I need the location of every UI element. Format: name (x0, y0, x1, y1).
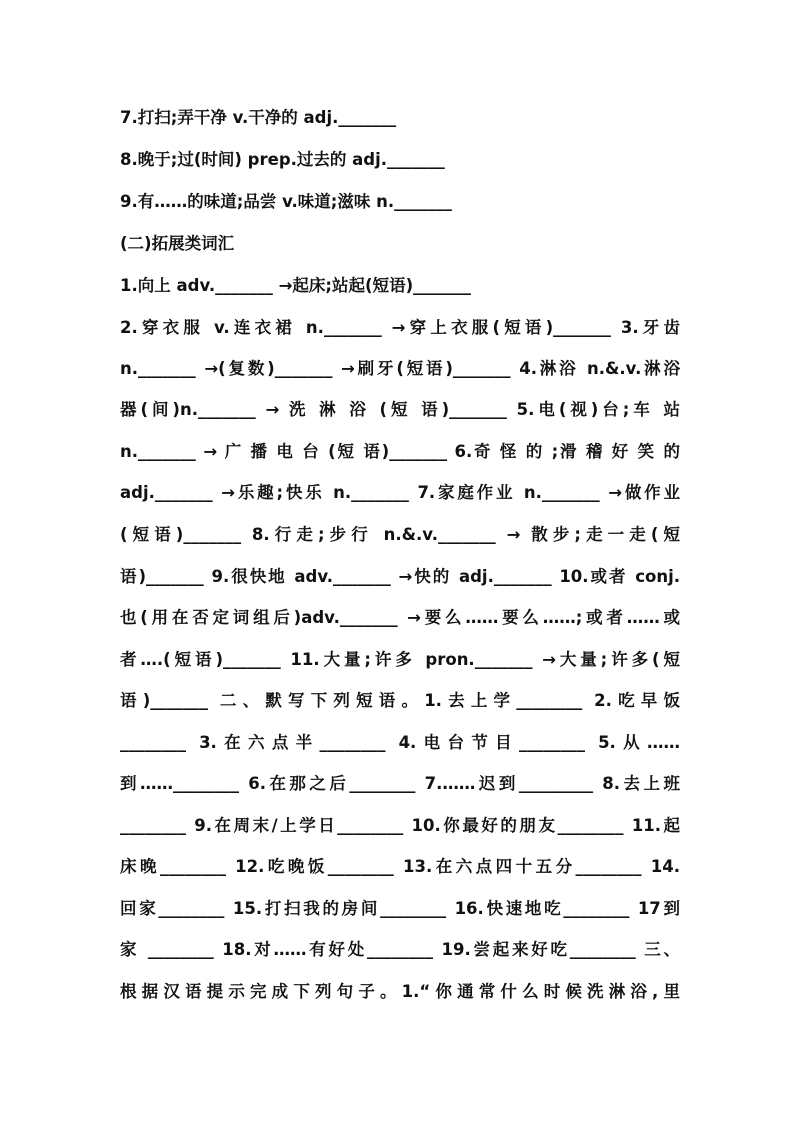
line-19: 床晚________ 12.吃晚饭________ 13.在六点四十五分________ 14. (120, 857, 680, 876)
line-22: 根据汉语提示完成下列句子。1.“你通常什么时候洗淋浴,里 (120, 982, 680, 1001)
line-21: 家 ________ 18.对……有好处________ 19.尝起来好吃________ 三、 (120, 940, 680, 959)
line-15: 语)_______ 二、默写下列短语。1.去上学________ 2.吃早饭 (120, 691, 680, 710)
line-2: 8.晚于;过(时间) prep.过去的 adj._______ (120, 150, 445, 169)
line-9: n._______ → 广 播 电 台 (短 语)_______ 6.奇 怪 的 ;滑 稽 好 笑 的 (120, 442, 680, 461)
line-13: 也(用在否定词组后)adv._______ →要么……要么……;或者……或 (120, 608, 680, 627)
line-7: n._______ →(复数)_______ →刷牙(短语)_______ 4.淋浴 n.&.v.淋浴 (120, 359, 680, 378)
line-5: 1.向上 adv._______ →起床;站起(短语)_______ (120, 276, 471, 295)
line-16: ________ 3.在六点半________ 4.电台节目________ 5.从…… (120, 733, 680, 752)
section-heading: (二)拓展类词汇 (120, 234, 235, 253)
line-10: adj._______ →乐趣;快乐 n._______ 7.家庭作业 n._______ →做作业 (120, 483, 680, 502)
line-11: (短语)_______ 8.行走;步行 n.&.v._______ → 散步;走一走(短 (120, 525, 680, 544)
line-18: ________ 9.在周末/上学日________ 10.你最好的朋友________ 11.起 (120, 816, 680, 835)
line-14: 者….(短语)_______ 11.大量;许多 pron._______ →大量;许多(短 (120, 650, 680, 669)
line-17: 到……________ 6.在那之后________ 7.……迟到_________ 8.去上班 (120, 774, 680, 793)
line-1: 7.打扫;弄干净 v.干净的 adj._______ (120, 108, 397, 127)
line-6: 2.穿衣服 v.连衣裙 n._______ →穿上衣服(短语)_______ 3.牙齿 (120, 318, 680, 337)
line-3: 9.有……的味道;品尝 v.味道;滋味 n._______ (120, 192, 452, 211)
line-20: 回家________ 15.打扫我的房间________ 16.快速地吃________ 17到 (120, 899, 680, 918)
line-12: 语)_______ 9.很快地 adv._______ →快的 adj._______ 10.或者 conj. (120, 567, 680, 586)
line-8: 器(间)n._______ → 洗 淋 浴 (短 语)_______ 5.电(视)台;车 站 (120, 400, 680, 419)
